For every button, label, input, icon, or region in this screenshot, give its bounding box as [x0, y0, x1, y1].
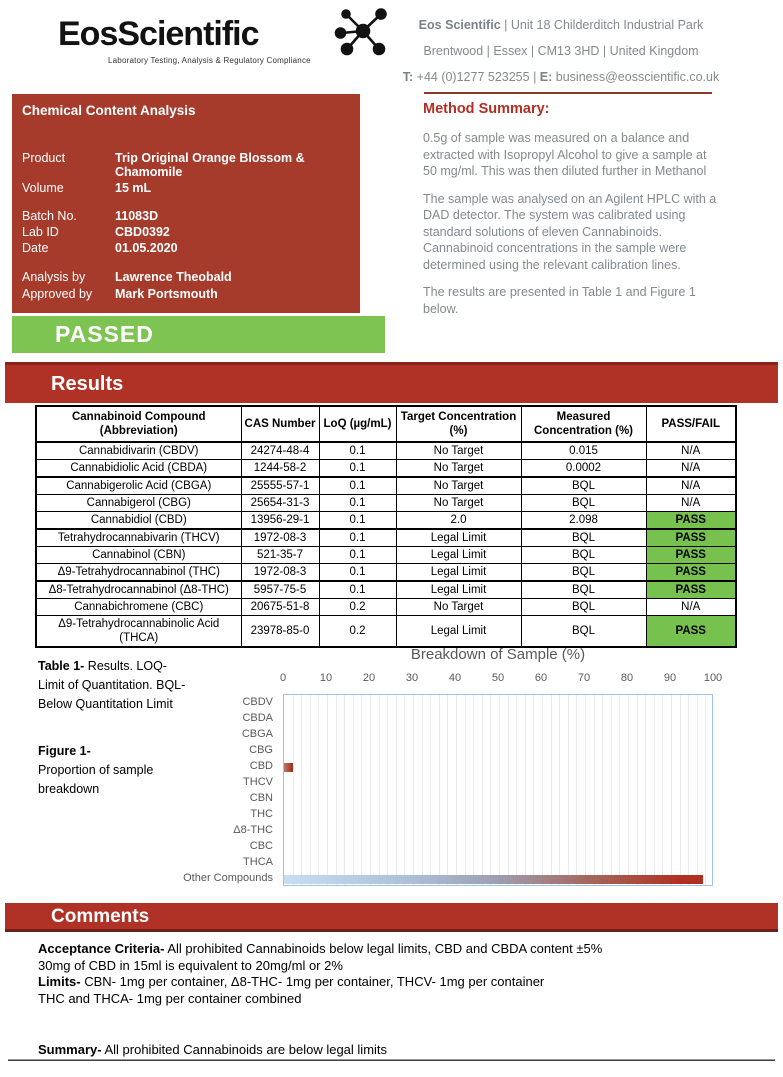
footer-divider-rule: [8, 1059, 775, 1061]
measured-cell: BQL: [521, 529, 646, 547]
gridline: [551, 695, 552, 885]
compound-cell: Cannabichromene (CBC): [36, 599, 241, 616]
method-paragraph: 0.5g of sample was measured on a balance and extracted with Isopropyl Alcohol to give a sample at 50 mg/ml. This was then diluted further in Methanol: [423, 131, 707, 178]
results-section-header: [5, 362, 778, 403]
x-tick-label: 0: [279, 672, 287, 684]
molecule-icon: [334, 8, 392, 63]
compound-cell: Cannabidiolic Acid (CBDA): [36, 460, 241, 478]
gridline: [396, 695, 397, 885]
info-field-label: Product: [22, 151, 66, 165]
gridline: [705, 695, 706, 885]
cas-cell: 20675-51-8: [241, 599, 319, 616]
figure-note-label: Figure 1-: [38, 744, 91, 758]
pass-fail-cell: N/A: [646, 460, 736, 478]
info-field-label: Volume: [22, 181, 64, 195]
comment-line: [38, 958, 758, 975]
gridline: [353, 695, 354, 885]
gridline: [559, 695, 560, 885]
gridline: [301, 695, 302, 885]
gridline: [318, 695, 319, 885]
comments-section-header: [5, 903, 778, 932]
gridline: [447, 695, 448, 885]
compound-cell: Cannabigerolic Acid (CBGA): [36, 477, 241, 495]
x-tick-label: 50: [491, 672, 505, 684]
compound-cell: Cannabidiol (CBD): [36, 512, 241, 530]
target-cell: No Target: [396, 442, 521, 460]
y-category-label: CBN: [249, 792, 273, 804]
target-cell: No Target: [396, 495, 521, 512]
info-field-value: Trip Original Orange Blossom & Chamomile: [115, 151, 305, 179]
x-tick-label: 70: [577, 672, 591, 684]
gridline: [680, 695, 681, 885]
info-field-value: 01.05.2020: [115, 241, 178, 255]
gridline: [473, 695, 474, 885]
status-label: PASSED: [55, 321, 154, 347]
comments-section-title: Comments: [51, 906, 150, 927]
data-bar: [284, 875, 703, 884]
chart-x-axis-ticks: [279, 672, 723, 686]
gridline: [628, 695, 629, 885]
info-field-label: Batch No.: [22, 209, 77, 223]
table-row: [36, 599, 736, 616]
cas-cell: 24274-48-4: [241, 442, 319, 460]
table-row: [36, 529, 736, 547]
compound-cell: Δ8-Tetrahydrocannabinol (Δ8-THC): [36, 581, 241, 599]
y-category-label: CBC: [249, 840, 273, 852]
loq-cell: 0.1: [319, 529, 396, 547]
y-category-label: THC: [250, 808, 273, 820]
contact-info: [393, 12, 729, 90]
data-bar: [284, 763, 293, 772]
measured-cell: 0.015: [521, 442, 646, 460]
gridline: [602, 695, 603, 885]
results-section-title: Results: [51, 373, 124, 395]
table-note-label: Table 1-: [38, 659, 85, 673]
x-tick-label: 30: [405, 672, 419, 684]
loq-cell: 0.1: [319, 581, 396, 599]
gridline: [430, 695, 431, 885]
loq-cell: 0.1: [319, 442, 396, 460]
gridline: [542, 695, 543, 885]
info-field-label: Lab ID: [22, 225, 59, 239]
pass-fail-cell: PASS: [646, 564, 736, 582]
info-panel: [12, 94, 360, 313]
gridline: [344, 695, 345, 885]
comment-line-text: THC and THCA- 1mg per container combined: [38, 990, 302, 1006]
cas-cell: 23978-85-0: [241, 616, 319, 648]
loq-cell: 0.1: [319, 547, 396, 564]
gridline: [465, 695, 466, 885]
x-tick-label: 80: [620, 672, 634, 684]
info-field-value: 11083D: [115, 209, 159, 223]
phone-label: T:: [402, 70, 414, 84]
pass-fail-cell: PASS: [646, 616, 736, 648]
y-category-label: CBDA: [242, 712, 273, 724]
target-cell: No Target: [396, 460, 521, 478]
passed-status-banner: [12, 316, 385, 353]
column-header: Target Concentration (%): [396, 406, 521, 442]
info-field-label: Approved by: [22, 287, 93, 301]
gridline: [611, 695, 612, 885]
measured-cell: 2.098: [521, 512, 646, 530]
compound-cell: Cannabinol (CBN): [36, 547, 241, 564]
info-panel-title: Chemical Content Analysis: [22, 103, 196, 118]
pass-fail-cell: N/A: [646, 495, 736, 512]
x-tick-label: 100: [703, 672, 723, 684]
table-row: [36, 564, 736, 582]
figure-note-text: Proportion of sample breakdown: [38, 763, 154, 796]
y-category-label: THCA: [243, 856, 273, 868]
gridline: [637, 695, 638, 885]
table-row: [36, 477, 736, 495]
table-note: [38, 657, 186, 714]
info-field-value: Lawrence Theobald: [115, 270, 232, 284]
logo-tagline: Laboratory Testing, Analysis & Regulatory Compliance: [108, 56, 311, 65]
gridline: [516, 695, 517, 885]
target-cell: Legal Limit: [396, 581, 521, 599]
target-cell: No Target: [396, 599, 521, 616]
gridline: [404, 695, 405, 885]
gridline: [293, 695, 294, 885]
gridline: [336, 695, 337, 885]
email-label: E:: [539, 70, 553, 84]
gridline: [585, 695, 586, 885]
pass-fail-cell: PASS: [646, 512, 736, 530]
comment-line-text: CBN- 1mg per container, Δ8-THC- 1mg per container, THCV- 1mg per container: [80, 974, 545, 989]
measured-cell: BQL: [521, 616, 646, 648]
gridline: [327, 695, 328, 885]
compound-cell: Cannabidivarin (CBDV): [36, 442, 241, 460]
gridline: [594, 695, 595, 885]
cas-cell: 1972-08-3: [241, 529, 319, 547]
figure-note: [38, 742, 186, 799]
table-row: [36, 460, 736, 478]
pass-fail-cell: N/A: [646, 599, 736, 616]
contact-phone-email: [393, 64, 729, 90]
pass-fail-cell: N/A: [646, 477, 736, 495]
y-category-label: THCV: [243, 776, 273, 788]
gridline: [568, 695, 569, 885]
logo-wordmark: EosScientific: [58, 15, 259, 53]
comment-line-label: Acceptance Criteria-: [38, 941, 165, 956]
loq-cell: 0.1: [319, 460, 396, 478]
gridline: [671, 695, 672, 885]
y-category-label: CBDV: [242, 696, 273, 708]
gridline: [525, 695, 526, 885]
gridline: [662, 695, 663, 885]
info-field-value: Mark Portsmouth: [115, 287, 218, 301]
pass-fail-cell: PASS: [646, 547, 736, 564]
gridline: [361, 695, 362, 885]
gridline: [499, 695, 500, 885]
method-summary-title: Method Summary:: [423, 101, 550, 117]
table-row: [36, 442, 736, 460]
target-cell: Legal Limit: [396, 616, 521, 648]
loq-cell: 0.1: [319, 495, 396, 512]
measured-cell: 0.0002: [521, 460, 646, 478]
gridline: [422, 695, 423, 885]
measured-cell: BQL: [521, 581, 646, 599]
gridline: [439, 695, 440, 885]
gridline: [379, 695, 380, 885]
results-table: [35, 405, 737, 648]
measured-cell: BQL: [521, 477, 646, 495]
x-tick-label: 60: [534, 672, 548, 684]
summary-label: Summary-: [38, 1042, 102, 1057]
gridline: [482, 695, 483, 885]
gridline: [370, 695, 371, 885]
target-cell: Legal Limit: [396, 529, 521, 547]
method-paragraph: The results are presented in Table 1 and Figure 1 below.: [423, 285, 696, 316]
y-category-label: CBG: [249, 744, 273, 756]
comment-line-label: Limits-: [38, 974, 81, 989]
column-header: Cannabinoid Compound (Abbreviation): [36, 406, 241, 442]
contact-address-line-2: Brentwood | Essex | CM13 3HD | United Kingdom: [423, 44, 699, 58]
column-header: PASS/FAIL: [646, 406, 736, 442]
email-address: business@eosscientific.co.uk: [552, 70, 720, 84]
header-divider-rule: [424, 92, 712, 94]
compound-cell: Δ9-Tetrahydrocannabinolic Acid (THCA): [36, 616, 241, 648]
comment-line: [38, 991, 758, 1008]
compound-cell: Tetrahydrocannabivarin (THCV): [36, 529, 241, 547]
eos-scientific-logo: [58, 14, 358, 65]
comment-line: [38, 941, 758, 958]
cas-cell: 25555-57-1: [241, 477, 319, 495]
measured-cell: BQL: [521, 599, 646, 616]
info-field-label: Analysis by: [22, 270, 86, 284]
cas-cell: 521-35-7: [241, 547, 319, 564]
loq-cell: 0.2: [319, 616, 396, 648]
cas-cell: 25654-31-3: [241, 495, 319, 512]
gridline: [490, 695, 491, 885]
info-field-value: CBD0392: [115, 225, 170, 239]
table-row: [36, 581, 736, 599]
gridline: [645, 695, 646, 885]
cas-cell: 1972-08-3: [241, 564, 319, 582]
summary-line: [38, 1042, 758, 1057]
x-tick-label: 20: [362, 672, 376, 684]
gridline: [619, 695, 620, 885]
gridline: [456, 695, 457, 885]
loq-cell: 0.1: [319, 564, 396, 582]
results-table-header: [36, 406, 736, 442]
gridline: [654, 695, 655, 885]
info-field-label: Date: [22, 241, 49, 255]
gridline: [310, 695, 311, 885]
compound-cell: Cannabigerol (CBG): [36, 495, 241, 512]
loq-cell: 0.2: [319, 599, 396, 616]
gridline: [576, 695, 577, 885]
results-table-body: [36, 442, 736, 647]
x-tick-label: 10: [319, 672, 333, 684]
comment-line-text: 30mg of CBD in 15ml is equivalent to 20mg/ml or 2%: [38, 957, 343, 973]
table-row: [36, 495, 736, 512]
x-tick-label: 40: [448, 672, 462, 684]
header-row: [36, 406, 736, 442]
table-row: [36, 512, 736, 530]
loq-cell: 0.1: [319, 477, 396, 495]
y-category-label: Δ8-THC: [233, 824, 273, 836]
gridline: [688, 695, 689, 885]
table-figure-notes: [38, 657, 186, 799]
method-summary: [423, 101, 723, 328]
gridline: [508, 695, 509, 885]
target-cell: Legal Limit: [396, 547, 521, 564]
address-line-1: | Unit 18 Childerditch Industrial Park: [500, 18, 704, 32]
method-paragraph: The sample was analysed on an Agilent HPLC with a DAD detector. The system was calibrated using standard solutions of eleven Cannabinoids. Cannabinoid concentrations in the sample were determined using the relevant calibration lines.: [423, 191, 717, 272]
target-cell: 2.0: [396, 512, 521, 530]
column-header: CAS Number: [241, 406, 319, 442]
gridline: [697, 695, 698, 885]
table-row: [36, 616, 736, 648]
column-header: Measured Concentration (%): [521, 406, 646, 442]
company-name: Eos Scientific: [418, 18, 501, 32]
cas-cell: 5957-75-5: [241, 581, 319, 599]
contact-address-line-1: [393, 12, 729, 38]
y-category-label: CBD: [249, 760, 273, 772]
comment-line: [38, 974, 758, 991]
table-row: [36, 547, 736, 564]
target-cell: No Target: [396, 477, 521, 495]
y-category-label: Other Compounds: [183, 872, 273, 884]
loq-cell: 0.1: [319, 512, 396, 530]
pass-fail-cell: N/A: [646, 442, 736, 460]
cas-cell: 13956-29-1: [241, 512, 319, 530]
cas-cell: 1244-58-2: [241, 460, 319, 478]
measured-cell: BQL: [521, 547, 646, 564]
x-tick-label: 90: [663, 672, 677, 684]
chart-plot-area: [283, 694, 713, 886]
gridline: [387, 695, 388, 885]
pass-fail-cell: PASS: [646, 581, 736, 599]
y-category-label: CBGA: [241, 728, 273, 740]
chart-title: Breakdown of Sample (%): [410, 646, 586, 663]
summary-text: All prohibited Cannabinoids are below legal limits: [101, 1042, 388, 1057]
measured-cell: BQL: [521, 495, 646, 512]
gridline: [533, 695, 534, 885]
compound-cell: Δ9-Tetrahydrocannabinol (THC): [36, 564, 241, 582]
target-cell: Legal Limit: [396, 564, 521, 582]
comment-line-text: All prohibited Cannabinoids below legal limits, CBD and CBDA content ±5%: [164, 941, 603, 956]
table-note-text: Results. LOQ- Limit of Quantitation. BQL- Below Quantitation Limit: [38, 659, 186, 711]
gridline: [413, 695, 414, 885]
phone-number: +44 (0)1277 523255 |: [413, 70, 540, 84]
pass-fail-cell: PASS: [646, 529, 736, 547]
comments-text: [38, 941, 758, 1007]
measured-cell: BQL: [521, 564, 646, 582]
info-field-value: 15 mL: [115, 181, 152, 195]
column-header: LoQ (µg/mL): [319, 406, 396, 442]
